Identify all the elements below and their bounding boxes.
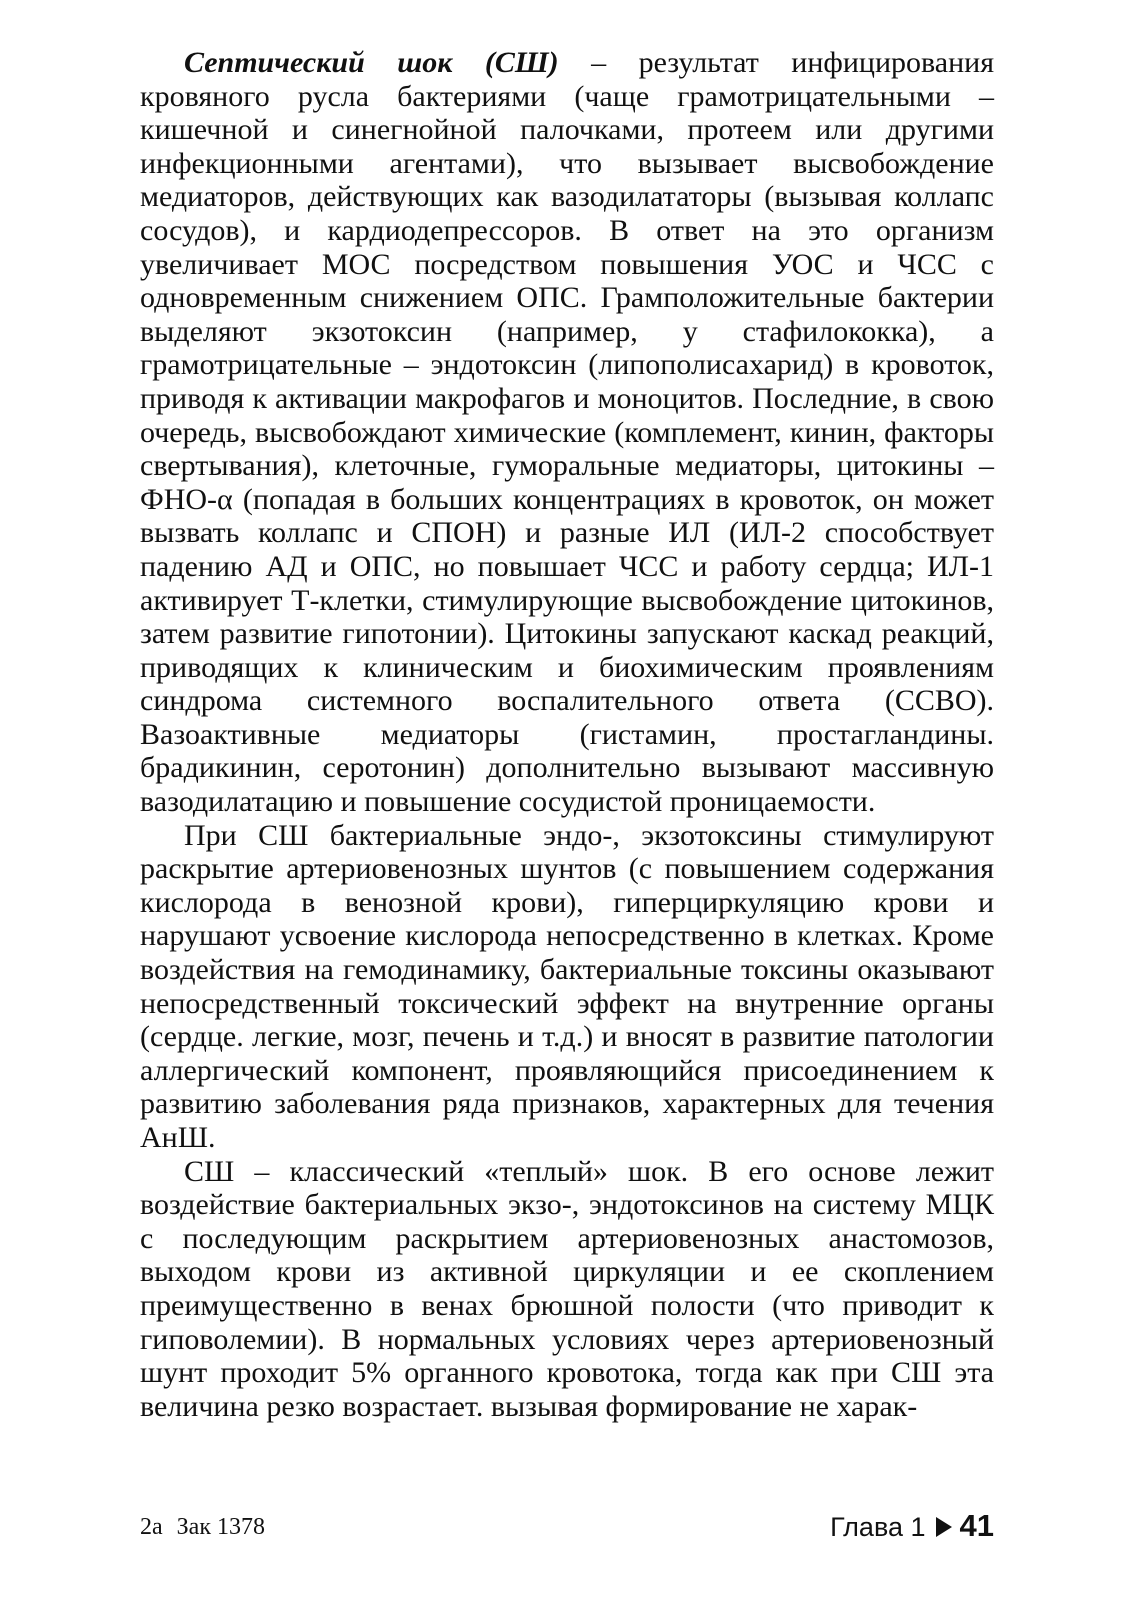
printing-signature <box>140 1514 265 1541</box>
triangle-right-icon <box>936 1517 952 1537</box>
page-body <box>140 46 994 1423</box>
term-septic-shock: Септический шок (СШ) <box>184 46 559 79</box>
page-footer <box>140 1508 994 1548</box>
paragraph-toxins-effects <box>140 819 994 1155</box>
signature-mark: 2а <box>140 1514 163 1540</box>
order-number: Зак 1378 <box>176 1514 265 1540</box>
chapter-label: Глава 1 <box>830 1512 926 1542</box>
chapter-page-indicator <box>830 1508 994 1544</box>
page-number: 41 <box>959 1508 994 1543</box>
paragraph-septic-shock-definition <box>140 46 994 819</box>
paragraph-warm-shock <box>140 1155 994 1424</box>
paragraph-text: – результат инфицирования кровяного русла бактериями (чаще грамотрицательными – кишечной и синегнойной палочками, протеем или другими инфекционными агентами), что вызывает высвобождение медиаторов, действующих как вазодилататоры (вызывая коллапс сосудов), и кардиодепрессоров. В ответ на это организм увеличивает МОС посредством повышения УОС и ЧСС с одновременным снижением ОПС. Грамположительные бактерии выделяют экзотоксин (например, у стафилококка), а грамотрицательные – эндотоксин (липополисахарид) в кровоток, приводя к активации макрофагов и моноцитов. Последние, в свою очередь, высвобождают химические (комплемент, кинин, факторы свертывания), клеточные, гуморальные медиаторы, цитокины – ФНО-α (попадая в больших концентрациях в кровоток, он может вызвать коллапс и СПОН) и разные ИЛ (ИЛ-2 способствует падению АД и ОПС, но повышает ЧСС и работу сердца; ИЛ-1 активирует Т-клетки, стимулирующие высвобождение цитокинов, затем развитие гипотонии). Цитокины запускают каскад реакций, приводящих к клиническим и биохимическим проявлениям синдрома системного воспалительного ответа (ССВО). Вазоактивные медиаторы (гистамин, простагландины. брадикинин, серотонин) дополнительно вызывают массивную вазодилатацию и повышение сосудистой проницаемости. <box>140 46 994 819</box>
paragraph-text: СШ – классический «теплый» шок. В его основе лежит воздействие бактериальных экзо-, эндотоксинов на систему МЦК с последующим раскрытием артериовенозных анастомозов, выходом крови из активной циркуляции и ее скоплением преимущественно в венах брюшной полости (что приводит к гиповолемии). В нормальных условиях через артериовенозный шунт проходит 5% органного кровотока, тогда как при СШ эта величина резко возрастает. вызывая формирование не харак- <box>140 1154 994 1423</box>
paragraph-text: При СШ бактериальные эндо-, экзотоксины стимулируют раскрытие артериовенозных шунтов (с повышением содержания кислорода в венозной крови), гиперциркуляцию крови и нарушают усвоение кислорода непосредственно в клетках. Кроме воздействия на гемодинамику, бактериальные токсины оказывают непосредственный токсический эффект на внутренние органы (сердце. легкие, мозг, печень и т.д.) и вносят в развитие патологии аллергический компонент, проявляющийся присоединением к развитию заболевания ряда признаков, характерных для течения АнШ. <box>140 818 994 1154</box>
